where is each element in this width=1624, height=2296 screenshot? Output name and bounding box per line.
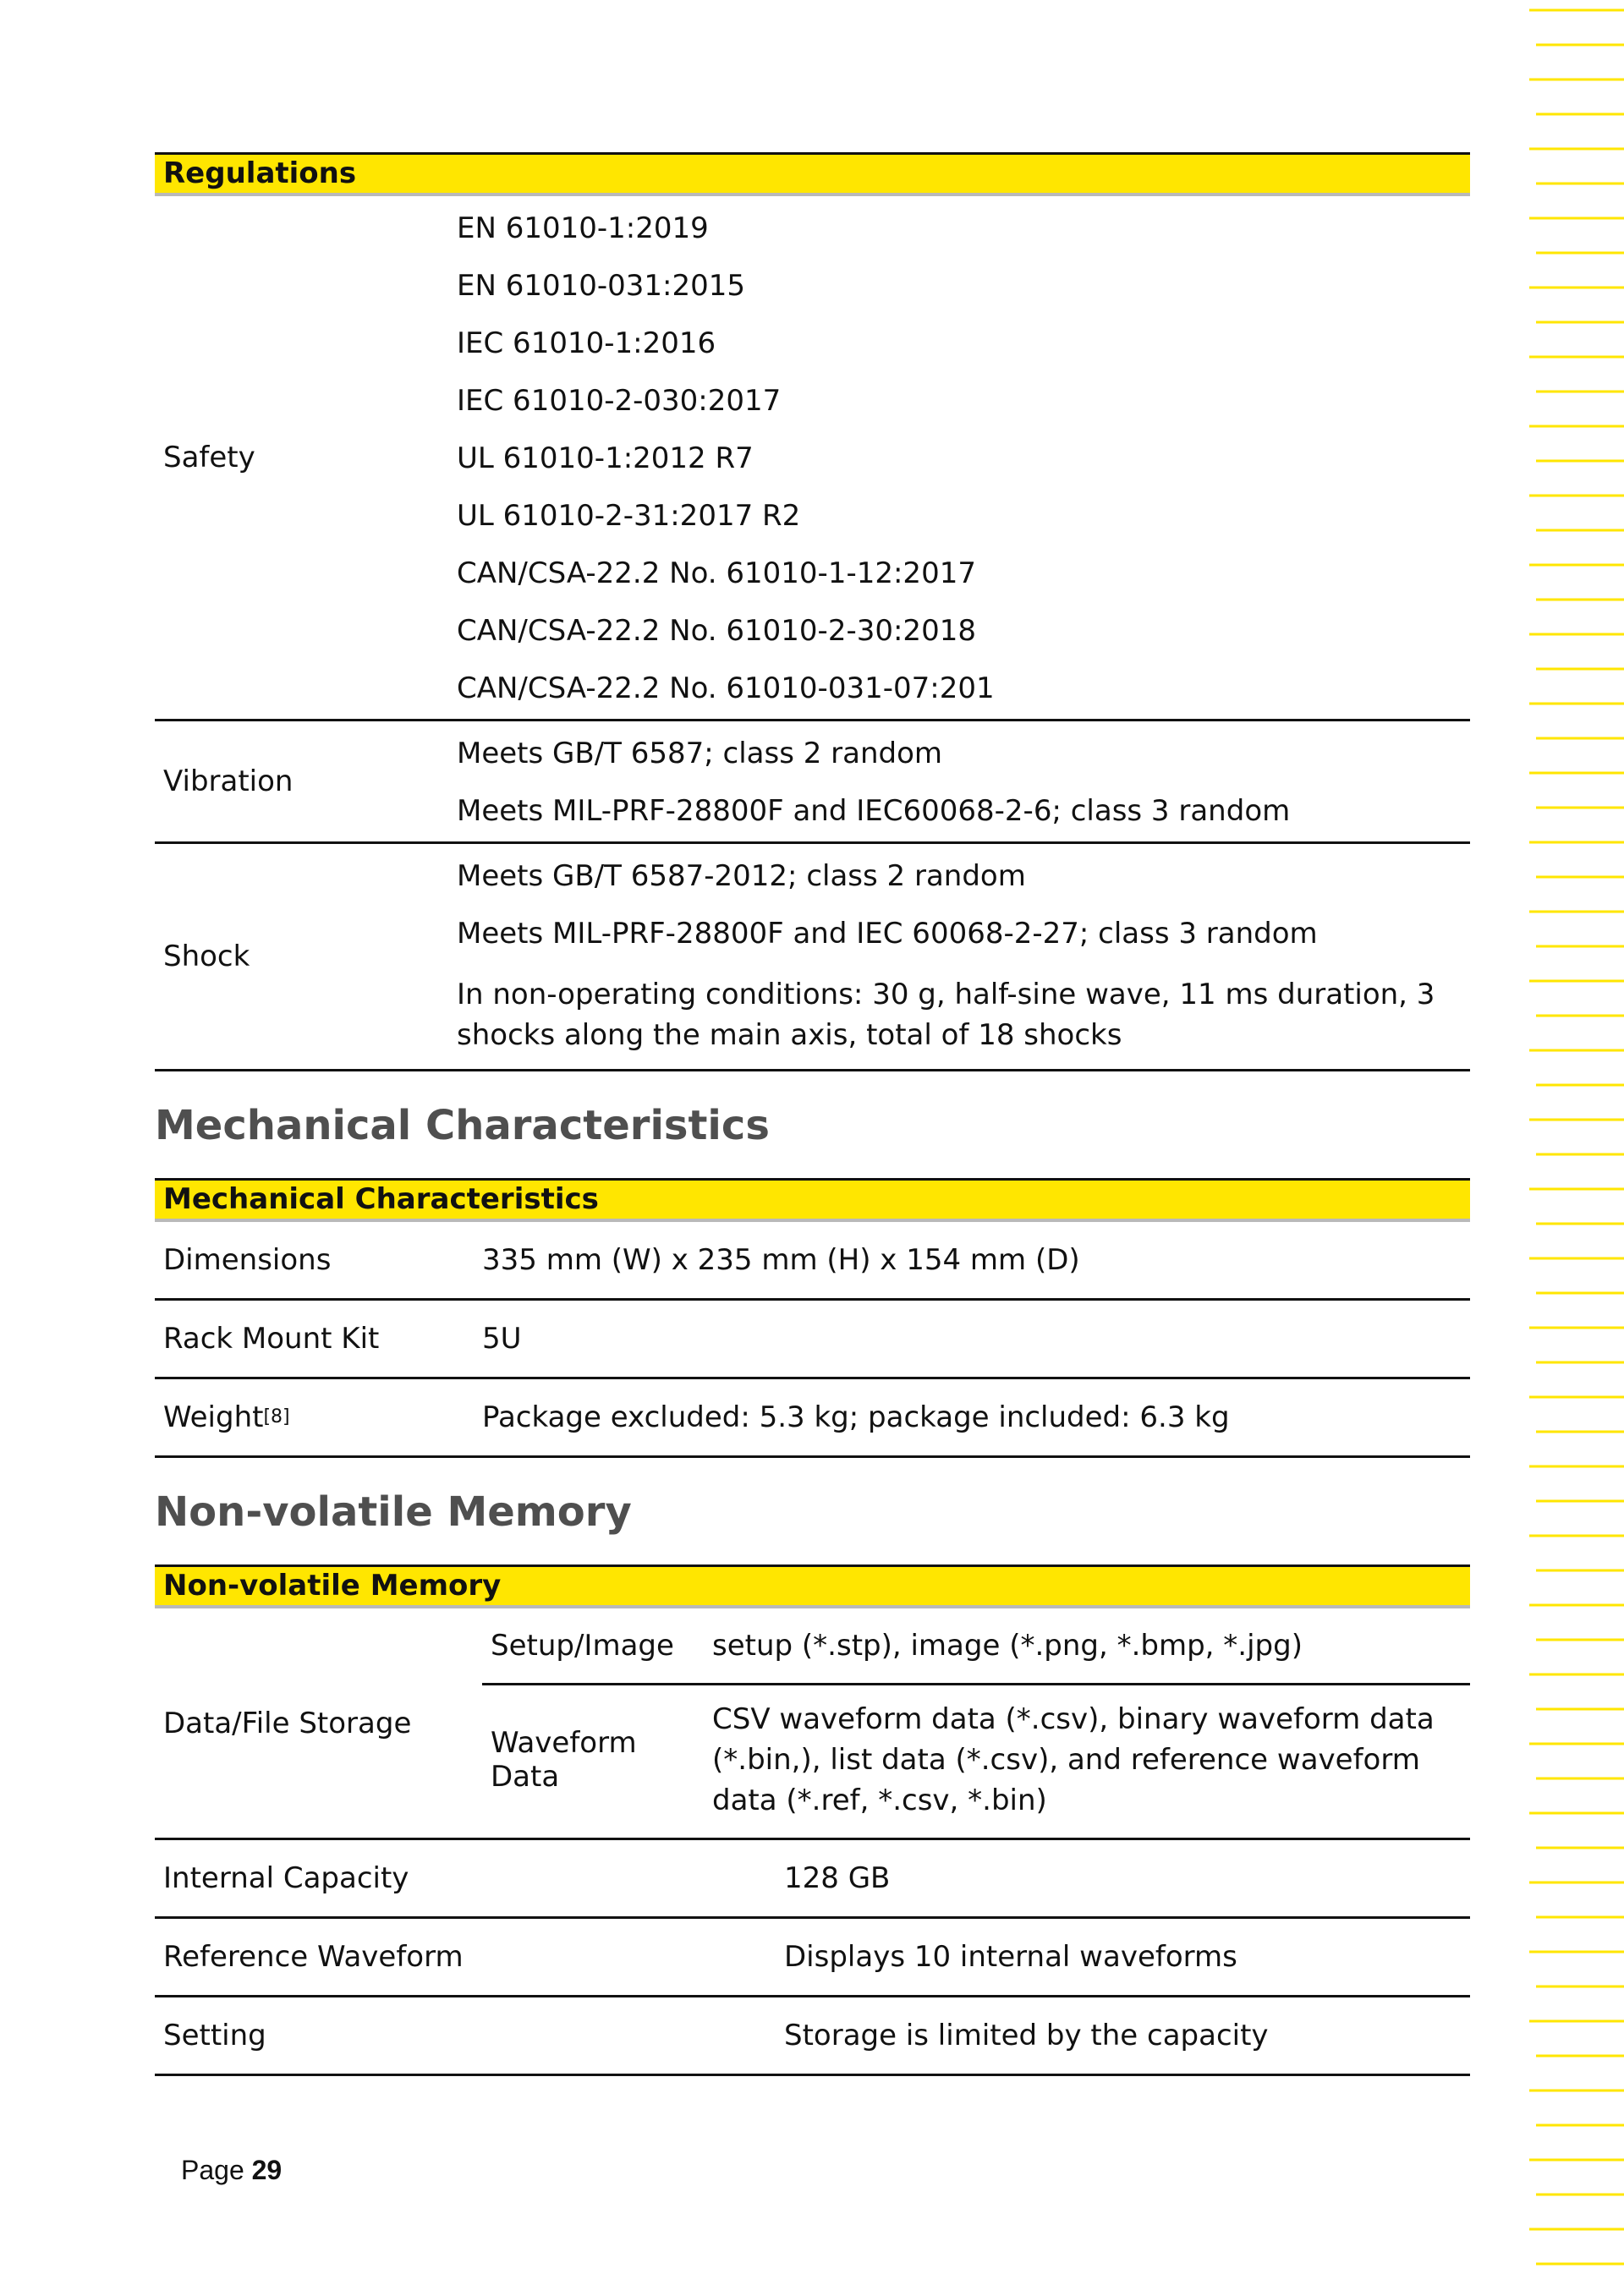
page-number-prefix: Page <box>181 2155 244 2185</box>
shock-item: Meets GB/T 6587-2012; class 2 random <box>457 859 1026 893</box>
safety-item: EN 61010-031:2015 <box>457 269 746 303</box>
waveform-data-label: Waveform Data <box>491 1726 637 1794</box>
vibration-item: Meets MIL-PRF-28800F and IEC60068-2-6; class 3 random <box>457 794 1291 828</box>
regulations-table-header: Regulations <box>155 152 1470 196</box>
waveform-data-row <box>482 1685 1470 1838</box>
setting-value: Storage is limited by the capacity <box>784 2019 1269 2052</box>
vibration-item: Meets GB/T 6587; class 2 random <box>457 737 943 770</box>
safety-values <box>457 196 1470 719</box>
internal-capacity-value: 128 GB <box>784 1861 891 1895</box>
mechanical-section-title: Mechanical Characteristics <box>155 1102 770 1149</box>
setting-label: Setting <box>163 2019 266 2052</box>
dimensions-value: 335 mm (W) x 235 mm (H) x 154 mm (D) <box>482 1243 1080 1277</box>
page-number-value: 29 <box>251 2155 283 2185</box>
safety-item: UL 61010-2-31:2017 R2 <box>457 499 801 533</box>
reference-waveform-row <box>155 1919 1470 1997</box>
nvm-section-title: Non-volatile Memory <box>155 1488 632 1536</box>
weight-label: Weight [8] <box>163 1400 290 1434</box>
vibration-row <box>155 721 1470 844</box>
shock-label: Shock <box>163 940 250 973</box>
nvm-table-header: Non-volatile Memory <box>155 1564 1470 1608</box>
weight-value: Package excluded: 5.3 kg; package included: 6.3 kg <box>482 1400 1230 1434</box>
weight-label-text: Weight <box>163 1400 264 1434</box>
safety-item: IEC 61010-2-030:2017 <box>457 384 782 418</box>
rack-mount-label: Rack Mount Kit <box>163 1322 380 1356</box>
vibration-label: Vibration <box>163 764 294 798</box>
rack-mount-row <box>155 1301 1470 1379</box>
storage-subtable <box>482 1608 1470 1838</box>
page-number <box>181 2155 282 2186</box>
rack-mount-value: 5U <box>482 1322 522 1356</box>
safety-item: EN 61010-1:2019 <box>457 211 709 245</box>
safety-item: CAN/CSA-22.2 No. 61010-2-30:2018 <box>457 614 976 648</box>
waveform-data-value: CSV waveform data (*.csv), binary waveform data (*.bin,), list data (*.csv), and reference waveform data (*.ref, *.csv, *.bin) <box>712 1702 1435 1817</box>
safety-label: Safety <box>163 441 255 474</box>
shock-item: Meets MIL-PRF-28800F and IEC 60068-2-27; class 3 random <box>457 917 1318 951</box>
safety-item: UL 61010-1:2012 R7 <box>457 441 754 475</box>
safety-item: CAN/CSA-22.2 No. 61010-1-12:2017 <box>457 556 976 590</box>
setting-row <box>155 1997 1470 2076</box>
setup-image-label: Setup/Image <box>491 1629 674 1663</box>
safety-item: IEC 61010-1:2016 <box>457 326 716 360</box>
spec-page <box>155 152 1470 2076</box>
mechanical-table-header: Mechanical Characteristics <box>155 1178 1470 1222</box>
weight-row <box>155 1379 1470 1458</box>
internal-capacity-row <box>155 1840 1470 1919</box>
internal-capacity-label: Internal Capacity <box>163 1861 409 1895</box>
reference-waveform-label: Reference Waveform <box>163 1940 464 1974</box>
reference-waveform-value: Displays 10 internal waveforms <box>784 1940 1237 1974</box>
safety-item: CAN/CSA-22.2 No. 61010-031-07:201 <box>457 671 995 705</box>
storage-label: Data/File Storage <box>163 1706 412 1740</box>
setup-image-value: setup (*.stp), image (*.png, *.bmp, *.jpg) <box>712 1629 1303 1663</box>
shock-values <box>457 844 1470 1069</box>
shock-row <box>155 844 1470 1071</box>
dimensions-label: Dimensions <box>163 1243 332 1277</box>
shock-item: In non-operating conditions: 30 g, half-sine wave, 11 ms duration, 3 shocks along the main axis, total of 18 shocks <box>457 978 1435 1052</box>
safety-row <box>155 196 1470 721</box>
decorative-margin-lines <box>1521 0 1624 2296</box>
vibration-values <box>457 721 1470 841</box>
storage-row <box>155 1608 1470 1840</box>
setup-image-row <box>482 1608 1470 1685</box>
dimensions-row <box>155 1222 1470 1301</box>
